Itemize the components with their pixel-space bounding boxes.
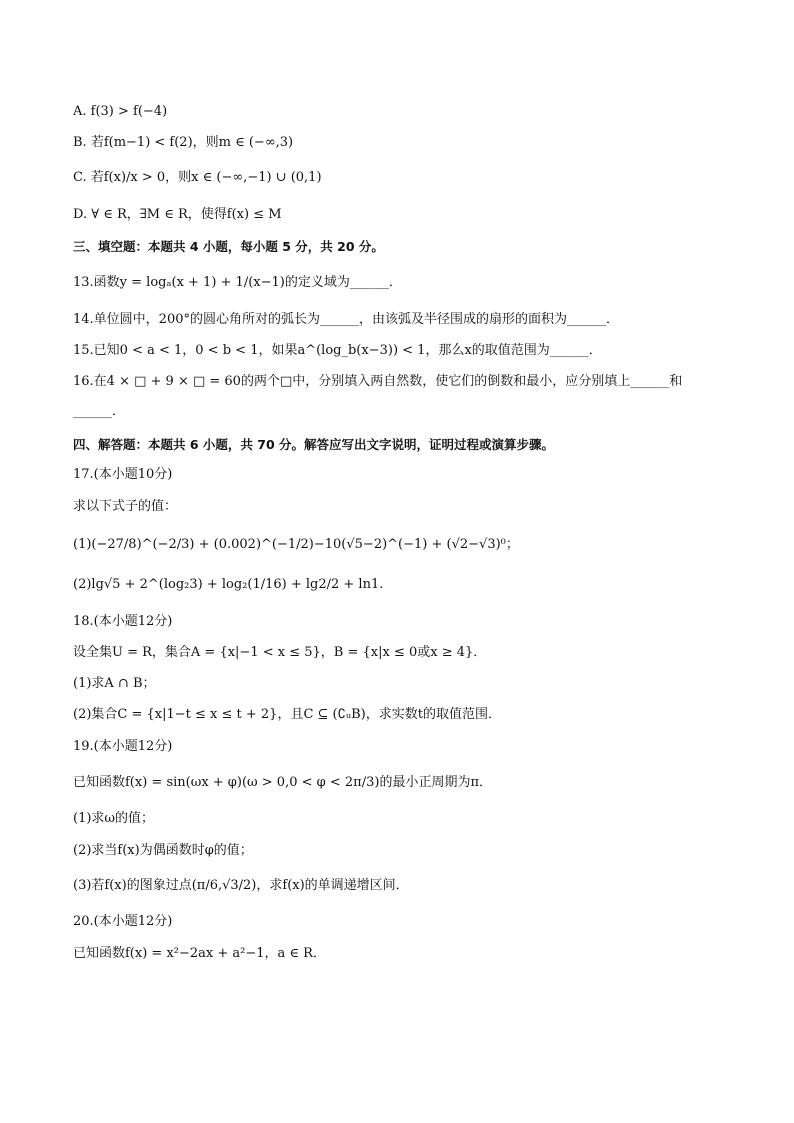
question-19-part-3: (3)若f(x)的图象过点(π/6,√3/2)，求f(x)的单调递增区间． [73,878,409,893]
question-13: 13.函数y = logₐ(x + 1) + 1/(x−1)的定义域为______． [73,275,402,290]
question-19-part-1: (1)求ω的值； [73,811,155,826]
section-fill-in-heading: 三、填空题：本题共 4 小题，每小题 5 分，共 20 分。 [73,239,384,254]
option-d: D. ∀ ∈ R，∃M ∈ R，使得f(x) ≤ M [73,207,282,222]
question-19-part-2: (2)求当f(x)为偶函数时φ的值； [73,843,253,858]
question-19-title: 19.(本小题12分) [73,739,173,754]
question-17-title: 17.(本小题10分) [73,467,173,482]
question-17-prompt: 求以下式子的值： [73,499,178,514]
question-18-stem: 设全集U = R，集合A = {x|−1 < x ≤ 5}，B = {x|x ≤ 0或x ≥ 4}． [73,645,487,660]
section-answer-heading: 四、解答题：本题共 6 小题，共 70 分。解答应写出文字说明，证明过程或演算步骤。 [73,437,555,452]
option-b: B. 若f(m−1) < f(2)，则m ∈ (−∞,3) [73,135,294,150]
question-16: 16.在4 × □ + 9 × □ = 60的两个□中，分别填入两自然数，使它们的倒数和最小，应分别填上______和 [73,374,683,389]
option-a: A. f(3) > f(−4) [73,104,168,119]
question-16-continued: ______． [73,404,126,419]
question-20-title: 20.(本小题12分) [73,914,173,929]
question-14: 14.单位圆中，200°的圆心角所对的弧长为______，由该弧及半径围成的扇形的面积为______． [73,312,619,327]
question-17-part-1: (1)(−27/8)^(−2/3) + (0.002)^(−1/2)−10(√5−2)^(−1) + (√2−√3)⁰； [73,537,519,552]
question-18-title: 18.(本小题12分) [73,614,173,629]
question-19-stem: 已知函数f(x) = sin(ωx + φ)(ω > 0,0 < φ < 2π/3)的最小正周期为π． [73,775,492,790]
question-18-part-1: (1)求A ∩ B； [73,676,156,691]
question-17-part-2: (2)lg√5 + 2^(log₂3) + log₂(1/16) + lg2/2 + ln1. [73,577,384,592]
question-15: 15.已知0 < a < 1，0 < b < 1，如果a^(log_b(x−3)) < 1，那么x的取值范围为______． [73,343,602,358]
question-20-stem: 已知函数f(x) = x²−2ax + a²−1，a ∈ R． [73,946,326,961]
question-18-part-2: (2)集合C = {x|1−t ≤ x ≤ t + 2}，且C ⊆ (∁ᵤB)，求实数t的取值范围． [73,707,501,722]
option-c: C. 若f(x)/x > 0，则x ∈ (−∞,−1) ∪ (0,1) [73,170,322,185]
